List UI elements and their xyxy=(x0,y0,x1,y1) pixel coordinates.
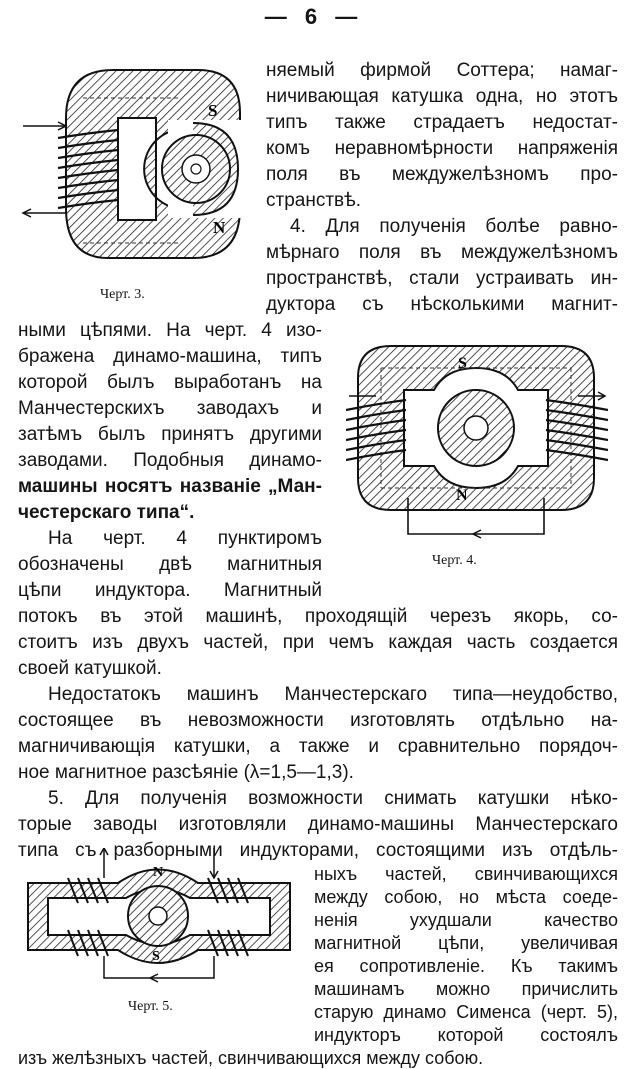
text-line: Недостатокъ машинъ Манчестерскаго типа—неудобство, xyxy=(48,684,618,705)
text-line: потокъ въ этой машинѣ, проходящій черезъ якорь, со- xyxy=(18,606,618,627)
text-line: заводами. Подобныя динамо- xyxy=(18,450,322,471)
text-line: ное магнитное разсѣяніе (λ=1,5—1,3). xyxy=(18,762,354,783)
figure-3-diagram xyxy=(18,58,248,273)
text-line: своей катушкой. xyxy=(18,658,162,679)
text-line: ныхъ частей, свинчивающихся xyxy=(314,864,618,884)
pole-label-s: S xyxy=(208,101,218,120)
figure-5-diagram xyxy=(18,848,300,988)
text-line: машины носятъ названіе „Ман- xyxy=(18,476,322,497)
text-line: состоящее въ невозможности изготовлять отдѣльно на- xyxy=(18,710,618,731)
text-line: индукторъ которой состоялъ xyxy=(314,1025,618,1045)
text-line: пространствѣ, стали устраивать ин- xyxy=(266,268,618,289)
text-line: комъ неравномѣрности напряженія xyxy=(266,138,618,159)
text-line: типъ также страдаетъ недостат- xyxy=(266,112,618,133)
text-line: торые заводы изготовляли динамо-машины Манчестерскаго xyxy=(18,814,618,835)
text-line: обозначены двѣ магнитныя xyxy=(18,554,322,575)
text-line: цѣпи индуктора. Магнитный xyxy=(18,580,322,601)
text-line: странствѣ. xyxy=(266,190,362,211)
text-line: изъ желѣзныхъ частей, свинчивающихся между собою. xyxy=(18,1048,484,1068)
text-line: дуктора съ нѣсколькими магнит- xyxy=(266,294,618,315)
figure-4-diagram xyxy=(346,338,608,546)
text-line: старую динамо Сименса (черт. 5), xyxy=(314,1002,618,1022)
text-line: типа съ разборными индукторами, состоящими изъ отдѣль- xyxy=(18,840,618,861)
text-line: ными цѣпями. На черт. 4 изо- xyxy=(18,320,322,341)
text-line: между собою, но мѣста соеде- xyxy=(314,887,618,907)
text-line: ея сопротивленіе. Къ такимъ xyxy=(314,956,618,976)
page-number: — 6 — xyxy=(264,4,364,29)
text-line: няемый фирмой Соттера; намаг- xyxy=(266,60,618,81)
pole-label-n: N xyxy=(153,865,164,880)
text-line: поля въ междужелѣзномъ про- xyxy=(266,164,618,185)
text-line: магничивающія катушки, а также и сравнительно порядоч- xyxy=(18,736,618,757)
pole-label-n: N xyxy=(213,218,226,237)
figure-3-caption: Черт. 3. xyxy=(100,287,145,302)
text-line: Манчестерскихъ заводахъ и xyxy=(18,398,322,419)
pole-label-s: S xyxy=(152,949,160,964)
text-line: мѣрнаго поля въ междужелѣзномъ xyxy=(266,242,618,263)
figure-5-caption: Черт. 5. xyxy=(128,999,173,1014)
text-line: честерскаго типа“. xyxy=(18,502,195,523)
text-line: магнитной цѣпи, увеличивая xyxy=(314,933,618,953)
pole-label-s: S xyxy=(458,355,467,372)
pole-label-n: N xyxy=(456,487,468,504)
figure-4-caption: Черт. 4. xyxy=(432,553,477,568)
text-line: которой былъ выработанъ на xyxy=(18,372,322,393)
text-line: 5. Для полученія возможности снимать катушки нѣко- xyxy=(48,788,618,809)
text-line: ненія ухудшали качество xyxy=(314,910,618,930)
text-line: машинамъ можно причислить xyxy=(314,979,618,999)
text-line: затѣмъ былъ принятъ другими xyxy=(18,424,322,445)
text-line: 4. Для полученія болѣе равно- xyxy=(290,216,618,237)
text-line: стоитъ изъ двухъ частей, при чемъ каждая часть создается xyxy=(18,632,618,653)
text-line: бражена динамо-машина, типъ xyxy=(18,346,322,367)
text-line: На черт. 4 пунктиромъ xyxy=(48,528,322,549)
text-line: ничивающая катушка одна, но этотъ xyxy=(266,86,618,107)
